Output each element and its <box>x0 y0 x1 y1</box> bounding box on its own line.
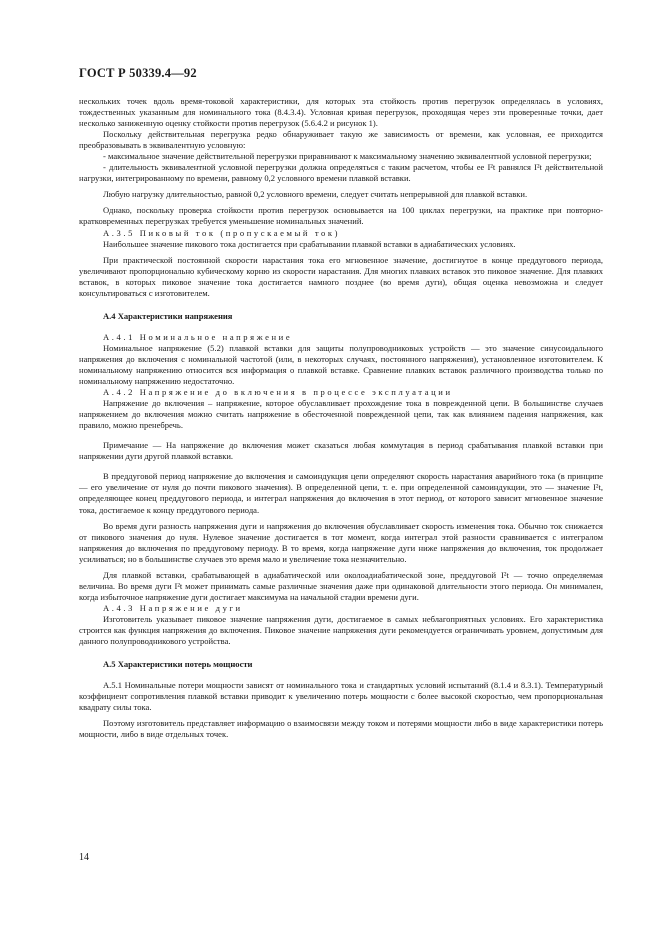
paragraph: Номинальное напряжение (5.2) плавкой вставки для защиты полупроводниковых устройств — это значение синусоидального напряжения до включения с номинальной частотой (или, в некоторых случаях, постоянного напряжения), установленное изготовителем. К номинальному напряжению относится вся информация о плавкой вставке. Сравнение плавких вставок различного производства только по номинальному напряжению недостаточно. <box>79 342 603 387</box>
list-item: - длительность эквивалентной условной перегрузки должна определяться с таким расчетом, чтобы ее I²t равнялся I²t действительной нагрузки, интегрированному по времени, равному 0,2 условного времени плавкой вставки. <box>79 162 603 184</box>
paragraph: Поэтому изготовитель представляет информацию о взаимосвязи между током и потерями мощности либо в виде характеристики потерь мощности, либо в виде отдельных точек. <box>79 718 603 740</box>
paragraph: Для плавкой вставки, срабатывающей в адиабатической или околоадиабатической зоне, преддуговой I²t — точно определяемая величина. Во время дуги I²t может принимать самые различные значения даже при одинаковой длительности этого периода. Он минимален, когда избыточное напряжение дуги достигает максимума на начальной стадии времени дуги. <box>79 569 603 602</box>
subsection-heading: А.4.1 Номинальное напряжение <box>103 331 293 342</box>
paragraph: В преддуговой период напряжение до включения и самоиндукция цепи определяют скорость нарастания аварийного тока (в принципе — его увеличение от нуля до почти пикового значения). В определенной цепи, т. е. при определенной самоиндукции, это — значение I²t, определяющее конец преддугового периода, и интеграл напряжения до включения в этот период, от которого зависит мгновенное значение тока, достигаемое к концу преддугового периода. <box>79 471 603 515</box>
paragraph: Наибольшее значение пикового тока достигается при срабатывании плавкой вставки в адиабатических условиях. <box>103 238 516 249</box>
section-heading: А.5 Характеристики потерь мощности <box>103 659 253 670</box>
paragraph: А.5.1 Номинальные потери мощности зависят от номинального тока и стандартных условий испытаний (8.1.4 и 8.3.1). Температурный коэффициент сопротивления плавкой вставки приводит к увеличению потерь мощности с более высокой скоростью, чем пропорциональная квадрату силы тока. <box>79 680 603 713</box>
paragraph: Поскольку действительная перегрузка редко обнаруживает такую же зависимость от времени, как условная, ее приходится преобразовывать в эквивалентную условную: <box>79 129 603 151</box>
document-header: ГОСТ Р 50339.4—92 <box>79 66 197 80</box>
subsection-heading: А.4.3 Напряжение дуги <box>103 602 243 613</box>
paragraph: Изготовитель указывает пиковое значение напряжения дуги, достигаемое в самых неблагоприятных условиях. Его характеристика строится как функция напряжения до включения. Пиковое значение напряжения дуги рекомендуется ограничивать уровнем, допустимым для данного полупроводникового устройства. <box>79 613 603 647</box>
paragraph: Во время дуги разность напряжения дуги и напряжения до включения обуславливает скорость изменения тока. Обычно ток снижается от пикового значения до нуля. Нулевое значение достигается в тот момент, когда интеграл этой разности сравнивается с интегралом напряжения до включения по преддуговому периоду. В то время, когда напряжение дуги ниже напряжения до включения, ток продолжает усиливаться; но в большинстве случаев это время мало и увеличение тока незначительно. <box>79 520 603 564</box>
paragraph: нескольких точек вдоль время-токовой характеристики, для которых эта стойкость против перегрузок определялась в условиях, тождественных указанным для номинального тока (8.4.3.4). Условная кривая перегрузок, проходящая через эти проверенные точки, дает несколько заниженную оценку стойкости против перегрузок (5.6.4.2 и рисунок 1). <box>79 96 603 129</box>
page-number: 14 <box>79 852 89 863</box>
note: Примечание — На напряжение до включения может сказаться любая коммутация в период срабатывания плавкой вставки при напряжении дуги другой плавкой вставки. <box>79 440 603 462</box>
list-item: - максимальное значение действительной перегрузки приравнивают к максимальному значению эквивалентной условной перегрузки; <box>103 151 592 162</box>
subsection-heading: А.3.5 Пиковый ток (пропускаемый ток) <box>103 227 341 238</box>
subsection-heading: А.4.2 Напряжение до включения в процессе эксплуатации <box>103 387 453 398</box>
paragraph: Любую нагрузку длительностью, равной 0,2 условного времени, следует считать непрерывной для плавкой вставки. <box>103 189 528 200</box>
section-heading: А.4 Характеристики напряжения <box>103 310 233 321</box>
paragraph: Напряжение до включения – напряжение, которое обуславливает прохождение тока в поврежденной цепи. В большинстве случаев напряжением до включения можно считать напряжение в обесточенной поврежденной цепи, так как влиянием падения напряжения, как правило, можно пренебречь. <box>79 398 603 431</box>
paragraph: Однако, поскольку проверка стойкости против перегрузок основывается на 100 циклах перегрузки, на практике при повторно-кратковременных перегрузках требуется уменьшение номинальных значений. <box>79 205 603 227</box>
document-body <box>79 96 603 740</box>
paragraph: При практической постоянной скорости нарастания тока его мгновенное значение, достигнутое в конце преддугового периода, увеличивают пропорционально кубическому корню из скорости нарастания. Для многих плавких вставок это пиковое значение. Для плавких вставок, в которых пиковое значение тока достигается намного позднее (во время дуги), общая оценка невозможна и следует консультироваться с изготовителем. <box>79 254 603 298</box>
